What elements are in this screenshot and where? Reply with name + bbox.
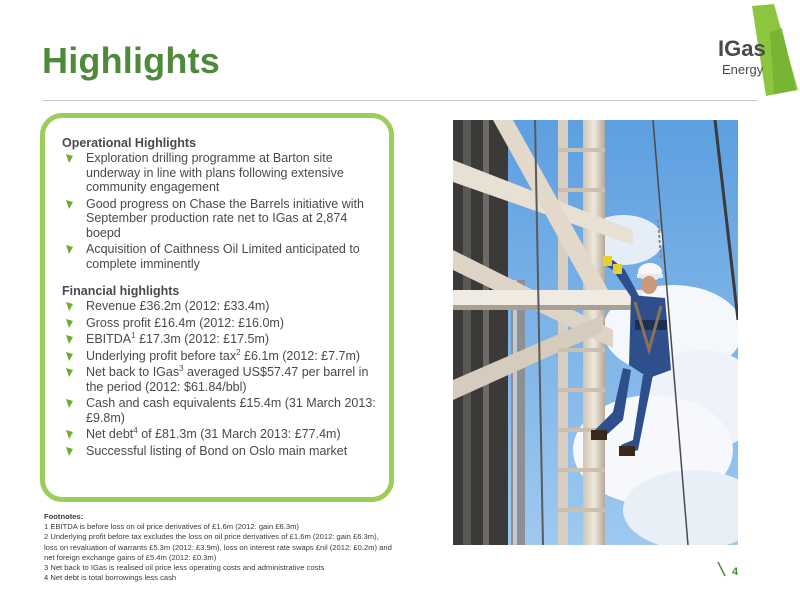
footnote-ref: 3 [179, 363, 184, 373]
bullet-icon [66, 368, 73, 377]
bullet-text: Net back to IGas [86, 365, 180, 379]
list-item [62, 396, 380, 425]
highlights-content [62, 136, 380, 460]
footnote-line: 3 Net back to IGas is realised oil price less operating costs and administrative costs [44, 563, 325, 573]
footnote-line: 4 Net debt is total borrowings less cash [44, 573, 177, 583]
bullet-text-cont: of £81.3m (31 March 2013: £77.4m) [137, 427, 341, 441]
list-item [62, 197, 380, 241]
page-number: 4 [732, 566, 739, 578]
list-item [62, 427, 380, 442]
financial-list [62, 299, 380, 458]
rig-worker-photo [453, 120, 738, 545]
bullet-text-cont: £17.3m (2012: £17.5m) [135, 332, 270, 346]
highlights-panel [40, 113, 394, 502]
operational-list [62, 151, 380, 271]
bullet-text-cont: £6.1m (2012: £7.7m) [240, 348, 361, 363]
list-item [62, 365, 380, 394]
bullet-text-cont: averaged US$57.47 per barrel in the period (2012: $61.84/bbl) [86, 365, 369, 394]
operational-heading: Operational Highlights [62, 136, 197, 150]
bullet-icon [66, 399, 73, 408]
logo-wordmark: IGas [718, 36, 766, 61]
page-title: Highlights [42, 40, 220, 81]
bullet-icon [66, 430, 73, 439]
list-item [62, 299, 380, 314]
logo-subword: Energy [722, 62, 764, 77]
bullet-text: Exploration drilling programme at Barton site underway in line with plans following extensive community engagement [86, 151, 344, 194]
bullet-text: EBITDA [86, 332, 132, 346]
bullet-text: Net debt [86, 427, 134, 441]
list-item [62, 242, 380, 271]
bullet-icon [66, 352, 73, 361]
footnote-ref: 2 [236, 347, 241, 357]
list-item [62, 332, 380, 347]
bullet-text: Gross profit £16.4m (2012: £16.0m) [86, 315, 285, 330]
bullet-icon [66, 447, 73, 456]
list-item [62, 444, 380, 459]
page-slash-icon [717, 561, 727, 577]
bullet-icon [66, 200, 73, 209]
bullet-text: Acquisition of Caithness Oil Limited anticipated to complete imminently [86, 242, 360, 271]
footnote-line: 1 EBITDA is before loss on oil price derivatives of £1.6m (2012: gain £6.3m) [44, 522, 299, 532]
list-item [62, 316, 380, 331]
financial-heading: Financial highlights [62, 284, 180, 298]
bullet-text: Good progress on Chase the Barrels initiative with September production rate net to IGas at 2,874 boepd [86, 196, 364, 240]
bullet-text: Underlying profit before tax [86, 348, 237, 363]
footnote-ref: 4 [133, 425, 138, 435]
bullet-icon [66, 335, 73, 344]
footnote-line: 2 Underlying profit before tax excludes the loss on oil price derivatives of £1.6m (2012: gain £6.3m), loss on revaluation of warrants £5.3m (2012: £3.9m), loss on interest rate swaps £nil (2012: £0.2m) and net foreign exchange gains of £5.4m (2012: £0.3m) [44, 532, 392, 562]
bullet-icon [66, 154, 73, 163]
bullet-icon [66, 245, 73, 254]
footnotes [44, 512, 394, 583]
bullet-text: Revenue £36.2m (2012: £33.4m) [86, 299, 270, 313]
title-divider [42, 100, 758, 101]
footnotes-heading: Footnotes: [44, 512, 84, 521]
footnote-ref: 1 [131, 330, 136, 340]
list-item [62, 349, 380, 364]
bullet-text: Successful listing of Bond on Oslo main market [86, 443, 348, 458]
bullet-icon [66, 302, 73, 311]
list-item [62, 151, 380, 195]
bullet-icon [66, 319, 73, 328]
bullet-text: Cash and cash equivalents £15.4m (31 March 2013: £9.8m) [86, 396, 376, 425]
